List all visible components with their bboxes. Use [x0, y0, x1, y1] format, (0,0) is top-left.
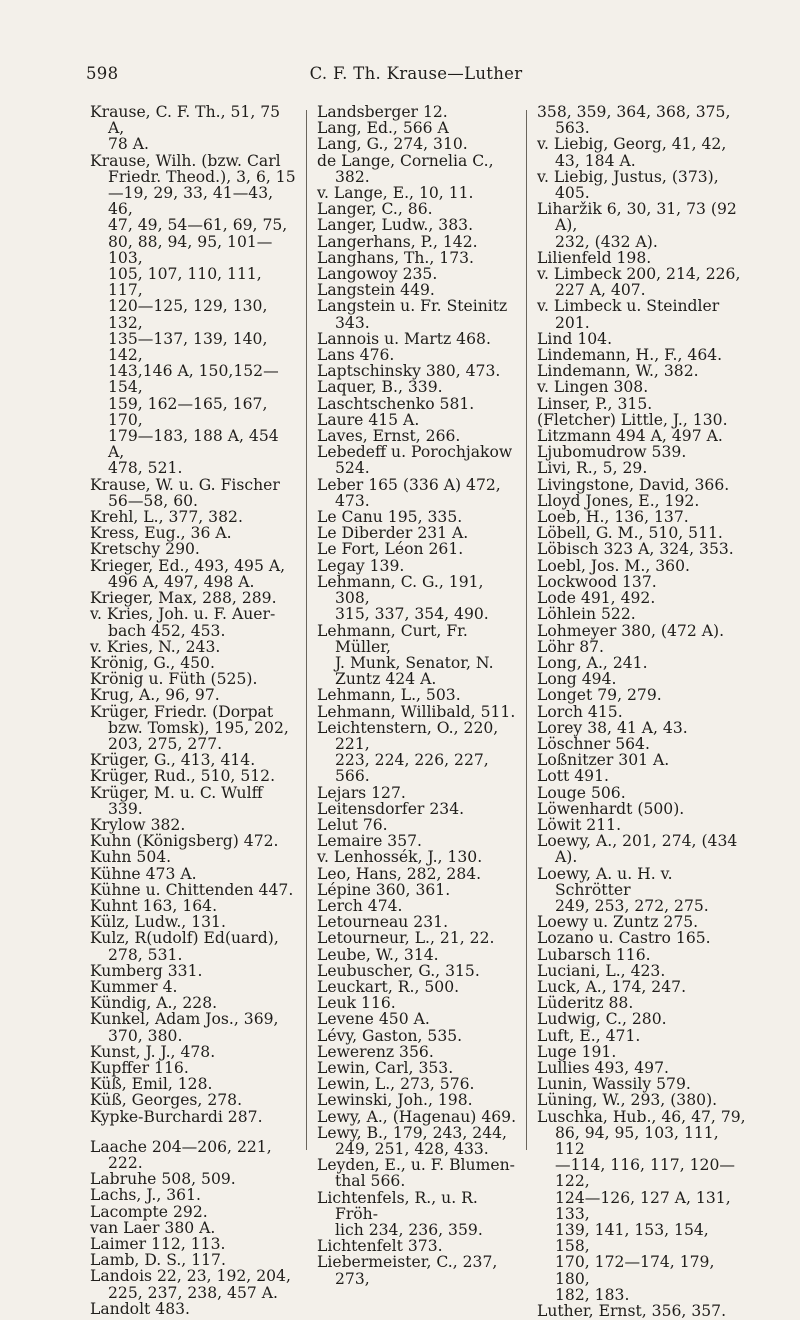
index-entry: Lang, Ed., 566 A	[317, 119, 449, 138]
index-entry: Krylow 382.	[90, 815, 186, 834]
index-entry: Langowoy 235.	[317, 265, 438, 284]
index-entry: Liharžik 6, 30, 31, 73 (92 A), 232, (432 A).	[537, 200, 737, 251]
index-entry: Lichtenfelt 373.	[317, 1237, 443, 1256]
index-entry: v. Lingen 308.	[537, 378, 649, 397]
index-entry: Lewerenz 356.	[317, 1042, 434, 1061]
index-entry: Lloyd Jones, E., 192.	[537, 491, 700, 510]
index-entry: Kummer 4.	[90, 977, 178, 996]
index-entry: Lerch 474.	[317, 896, 403, 915]
index-entry: Lacompte 292.	[90, 1202, 208, 1221]
column-divider	[306, 110, 307, 1150]
index-entry: Loewy, A., 201, 274, (434 A).	[537, 832, 738, 867]
index-entry: Löbell, G. M., 510, 511.	[537, 524, 723, 543]
index-entry: Lunin, Wassily 579.	[537, 1075, 691, 1094]
index-entry: Legay 139.	[317, 556, 405, 575]
page-header	[86, 64, 746, 88]
index-entry: v. Limbeck 200, 214, 226, 227 A, 407.	[537, 265, 741, 300]
index-entry: Lode 491, 492.	[537, 589, 656, 608]
index-entry: Kuhn 504.	[90, 848, 172, 867]
index-entry: Krug, A., 96, 97.	[90, 686, 220, 705]
index-entry: Lott 491.	[537, 767, 609, 786]
index-entry: Lewy, A., (Hagenau) 469.	[317, 1107, 517, 1126]
index-entry: Liebermeister, C., 237, 273,	[317, 1253, 498, 1288]
index-entry: Loeb, H., 136, 137.	[537, 508, 689, 527]
index-entry: Livi, R., 5, 29.	[537, 459, 648, 478]
index-entry: Kühne 473 A.	[90, 864, 197, 883]
index-entry: v. Limbeck u. Steindler 201.	[537, 297, 720, 332]
index-entry: Leo, Hans, 282, 284.	[317, 864, 482, 883]
index-entry: Linser, P., 315.	[537, 394, 653, 413]
index-entry: Lejars 127.	[317, 783, 406, 802]
index-entry: Krüger, Friedr. (Dorpat bzw. Tomsk), 195, 202, 203, 275, 277.	[90, 702, 289, 753]
index-entry: Lemaire 357.	[317, 832, 423, 851]
index-entry: Luther, Ernst, 356, 357.	[537, 1302, 727, 1320]
index-entry: Löwenhardt (500).	[537, 799, 685, 818]
index-entry: Langer, Ludw., 383.	[317, 216, 474, 235]
index-entry: Luciani, L., 423.	[537, 961, 666, 980]
index-entry: Laquer, B., 339.	[317, 378, 443, 397]
index-entry: Lewinski, Joh., 198.	[317, 1091, 473, 1110]
index-entry: Kunst, J. J., 478.	[90, 1042, 216, 1061]
index-entry: Lohmeyer 380, (472 A).	[537, 621, 725, 640]
index-entry: Long 494.	[537, 670, 617, 689]
index-entry: Leyden, E., u. F. Blumen- thal 566.	[317, 1156, 515, 1191]
index-entry: Laache 204—206, 221, 222.	[90, 1137, 272, 1172]
index-entry: 358, 359, 364, 368, 375, 563.	[537, 103, 731, 138]
index-entry: Krehl, L., 377, 382.	[90, 508, 243, 527]
index-entry: Lewin, Carl, 353.	[317, 1058, 454, 1077]
index-entry: Laptschinsky 380, 473.	[317, 362, 501, 381]
index-entry: Landsberger 12.	[317, 103, 448, 121]
index-entry: Loebl, Jos. M., 360.	[537, 556, 690, 575]
index-entry: Lehmann, Willibald, 511.	[317, 702, 516, 721]
index-entry: Krause, Wilh. (bzw. Carl Friedr. Theod.), 3, 6, 15 —19, 29, 33, 41—43, 46, 47, 49, 54—61, 69, 75, 80, 88, 94, 95, 101—103, 105, 107, 110, 111, 117, 120—125, 129, 130, 132, 135—137, 139, 140, 142, 143,146 A, 150,152—154, 159, 162—165, 167, 170, 179—183, 188 A, 454 A, 478, 521.	[90, 151, 296, 478]
index-entry: Kühne u. Chittenden 447.	[90, 880, 294, 899]
section-gap	[90, 1125, 298, 1139]
index-entry: Löschner 564.	[537, 734, 650, 753]
index-entry: Löhlein 522.	[537, 605, 636, 624]
index-entry: Loewy u. Zuntz 275.	[537, 913, 699, 932]
running-head: C. F. Th. Krause—Luther	[309, 64, 523, 83]
index-entry: Letourneur, L., 21, 22.	[317, 929, 495, 948]
index-entry: Laschtschenko 581.	[317, 394, 475, 413]
index-entry: Lehmann, C. G., 191, 308, 315, 337, 354, 490.	[317, 572, 489, 624]
index-entry: Le Fort, Léon 261.	[317, 540, 464, 559]
index-entry: Lévy, Gaston, 535.	[317, 1026, 463, 1045]
index-entry: Kulz, R(udolf) Ed(uard), 278, 531.	[90, 929, 279, 964]
index-entry: Krüger, G., 413, 414.	[90, 751, 256, 770]
index-entry: Lans 476.	[317, 346, 395, 365]
index-entry: Leber 165 (336 A) 472, 473.	[317, 475, 501, 510]
index-entry: Lorey 38, 41 A, 43.	[537, 718, 688, 737]
index-entry: Langhans, Th., 173.	[317, 248, 475, 267]
index-entry: Ludwig, C., 280.	[537, 1010, 667, 1029]
index-entry: Kumberg 331.	[90, 961, 203, 980]
index-entry: Leitensdorfer 234.	[317, 799, 465, 818]
index-entry: Küß, Georges, 278.	[90, 1091, 243, 1110]
index-entry: Luschka, Hub., 46, 47, 79, 86, 94, 95, 103, 111, 112 —114, 116, 117, 120—122, 124—126, 127 A, 131, 133, 139, 141, 153, 154, 158, 170, 172—174, 179, 180, 182, 183.	[537, 1107, 746, 1304]
index-entry: Löwit 211.	[537, 815, 622, 834]
index-entry: Laure 415 A.	[317, 410, 420, 429]
index-entry: Le Diberder 231 A.	[317, 524, 469, 543]
index-entry: Lozano u. Castro 165.	[537, 929, 711, 948]
index-entry: Lilienfeld 198.	[537, 248, 652, 267]
index-entry: Küß, Emil, 128.	[90, 1075, 213, 1094]
index-entry: Levene 450 A.	[317, 1010, 430, 1029]
index-entry: Löhr 87.	[537, 637, 604, 656]
index-entry: Lannois u. Martz 468.	[317, 329, 491, 348]
index-entry: Letourneau 231.	[317, 913, 449, 932]
index-entry: Krönig, G., 450.	[90, 653, 215, 672]
index-entry: Landois 22, 23, 192, 204, 225, 237, 238, 457 A.	[90, 1267, 291, 1302]
page-number: 598	[86, 64, 119, 83]
index-entry: v. Lenhossék, J., 130.	[317, 848, 483, 867]
index-entry: Longet 79, 279.	[537, 686, 662, 705]
index-column-2	[317, 104, 519, 1287]
index-entry: Lewy, B., 179, 243, 244, 249, 251, 428, 433.	[317, 1123, 507, 1158]
index-entry: Krieger, Ed., 493, 495 A, 496 A, 497, 498 A.	[90, 556, 286, 591]
index-entry: Lubarsch 116.	[537, 945, 651, 964]
index-entry: Kuhn (Königsberg) 472.	[90, 832, 279, 851]
index-entry: v. Liebig, Justus, (373), 405.	[537, 167, 719, 203]
index-entry: Langstein u. Fr. Steinitz 343.	[317, 297, 508, 332]
index-entry: Krüger, Rud., 510, 512.	[90, 767, 276, 786]
index-entry: Leube, W., 314.	[317, 945, 439, 964]
index-entry: Lindemann, H., F., 464.	[537, 346, 723, 365]
index-entry: Lamb, D. S., 117.	[90, 1251, 226, 1270]
index-entry: Kress, Eug., 36 A.	[90, 524, 232, 543]
index-entry: Lelut 76.	[317, 815, 388, 834]
index-entry: Langstein 449.	[317, 281, 435, 300]
index-entry: Krüger, M. u. C. Wulff 339.	[90, 783, 263, 818]
index-entry: Loßnitzer 301 A.	[537, 751, 670, 770]
index-entry: (Fletcher) Little, J., 130.	[537, 410, 728, 429]
index-entry: Lang, G., 274, 310.	[317, 135, 468, 154]
index-entry: Löbisch 323 A, 324, 353.	[537, 540, 734, 559]
index-entry: Laves, Ernst, 266.	[317, 427, 461, 446]
index-entry: de Lange, Cornelia C., 382.	[317, 151, 494, 186]
index-entry: Laimer 112, 113.	[90, 1235, 226, 1254]
index-entry: Lewin, L., 273, 576.	[317, 1075, 475, 1094]
index-entry: Luge 191.	[537, 1042, 617, 1061]
index-entry: Lüderitz 88.	[537, 994, 634, 1013]
index-entry: Louge 506.	[537, 783, 626, 802]
index-entry: Langer, C., 86.	[317, 200, 433, 219]
index-column-3	[537, 104, 747, 1319]
index-entry: Lehmann, Curt, Fr. Müller, J. Munk, Senator, N. Zuntz 424 A.	[317, 621, 494, 689]
index-entry: Litzmann 494 A, 497 A.	[537, 427, 723, 446]
index-entry: Kuhnt 163, 164.	[90, 896, 218, 915]
index-column-1	[90, 104, 298, 1317]
index-entry: v. Lange, E., 10, 11.	[317, 184, 474, 203]
index-entry: Leuk 116.	[317, 994, 396, 1013]
index-entry: Le Canu 195, 335.	[317, 508, 463, 527]
index-entry: Lindemann, W., 382.	[537, 362, 699, 381]
index-entry: Lachs, J., 361.	[90, 1186, 201, 1205]
index-entry: Leuckart, R., 500.	[317, 977, 460, 996]
index-entry: Lorch 415.	[537, 702, 623, 721]
index-entry: Krause, C. F. Th., 51, 75 A, 78 A.	[90, 103, 281, 154]
index-entry: Kypke-Burchardi 287.	[90, 1107, 263, 1126]
index-entry: Livingstone, David, 366.	[537, 475, 730, 494]
index-entry: Lebedeff u. Porochjakow 524.	[317, 443, 513, 478]
index-entry: Loewy, A. u. H. v. Schrötter 249, 253, 272, 275.	[537, 864, 709, 915]
index-entry: v. Kries, N., 243.	[90, 637, 221, 656]
index-entry: Leichtenstern, O., 220, 221, 223, 224, 226, 227, 566.	[317, 718, 499, 786]
index-entry: Landolt 483.	[90, 1299, 190, 1318]
index-entry: Lind 104.	[537, 329, 613, 348]
index-entry: Lockwood 137.	[537, 572, 657, 591]
index-entry: v. Kries, Joh. u. F. Auer- bach 452, 453.	[90, 605, 276, 640]
index-entry: Long, A., 241.	[537, 653, 648, 672]
index-entry: van Laer 380 A.	[90, 1218, 216, 1237]
index-entry: Lépine 360, 361.	[317, 880, 451, 899]
index-entry: Kunkel, Adam Jos., 369, 370, 380.	[90, 1010, 279, 1045]
index-entry: Luck, A., 174, 247.	[537, 977, 687, 996]
index-entry: Külz, Ludw., 131.	[90, 913, 226, 932]
index-entry: Lullies 493, 497.	[537, 1058, 669, 1077]
index-entry: Kupffer 116.	[90, 1058, 189, 1077]
index-entry: Ljubomudrow 539.	[537, 443, 687, 462]
index-entry: v. Liebig, Georg, 41, 42, 43, 184 A.	[537, 135, 727, 170]
index-entry: Kretschy 290.	[90, 540, 200, 559]
index-entry: Kündig, A., 228.	[90, 994, 218, 1013]
index-entry: Langerhans, P., 142.	[317, 232, 478, 251]
index-entry: Lüning, W., 293, (380).	[537, 1091, 718, 1110]
index-entry: Luft, E., 471.	[537, 1026, 641, 1045]
index-entry: Lehmann, L., 503.	[317, 686, 461, 705]
index-entry: Krause, W. u. G. Fischer 56—58, 60.	[90, 475, 280, 510]
index-entry: Lichtenfels, R., u. R. Fröh- lich 234, 236, 359.	[317, 1188, 483, 1240]
index-entry: Labruhe 508, 509.	[90, 1170, 236, 1189]
index-entry: Leubuscher, G., 315.	[317, 961, 480, 980]
index-entry: Krieger, Max, 288, 289.	[90, 589, 277, 608]
index-entry: Krönig u. Füth (525).	[90, 670, 258, 689]
column-divider	[526, 110, 527, 1150]
